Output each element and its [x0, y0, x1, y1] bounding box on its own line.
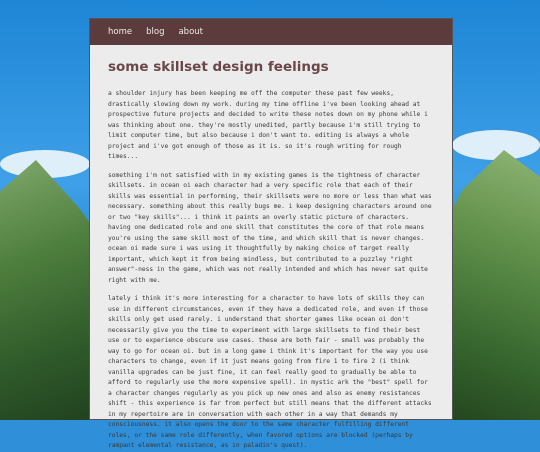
nav-about-link[interactable]: about: [178, 27, 203, 37]
top-nav: [90, 19, 452, 45]
nav-blog-link[interactable]: blog: [146, 27, 165, 37]
nav-home-link[interactable]: home: [108, 27, 133, 37]
post-title: some skillset design feelings: [108, 59, 329, 75]
post-paragraph: lately i think it's more interesting for a character to have lots of skills they can use in different circumstances, even if they have a dedicated role, and even if those skills only get used rarely. i understand that shorter games like ocean oi don't necessarily give you the time to experiment with large skillsets to find their best use or to experience obscure use cases. these are both fair - small was probably the way to go for ocean oi. but in a long game i think it's important for the way you use characters to change, even if it just means going from fire 1 to fire 2 (i think vanilla upgrades can be just fine, it can feel really good to gradually be able to afford to regularly use the more expensive spell). in mystic ark the "best" spell for a character changes regularly as you pick up new ones and also as enemy resistances shift - this experience is far from perfect but still means that the different attacks in my repertoire are in conversation with each other in a way that demands my consciousness. it also opens the door to the same character fulfilling different roles, or the same role differently, when favored options are blocked (perhaps by rampant elemental resistance, as in paladin's quest).: [108, 295, 432, 449]
post-content: [90, 45, 452, 452]
page-frame: [89, 18, 453, 449]
post-paragraph: something i'm not satisfied with in my existing games is the tightness of character skillsets. in ocean oi each character had a very specific role that each of their skills was essential in performing, their skillsets were no more or less than what was necessary. something about this really bugs me. i keep designing characters around one or two "key skills"... i think it paints an overly static picture of characters. having one dedicated role and one skill that constitutes the core of that role means you're using the same skill most of the time, and which skill that is never changes. ocean oi made sure i was using it thoughtfully by making choice of target really important, which kept it from being mindless, but contributed to a puzzley "right answer"-ness in the game, which was not really intended and which has never sat quite right with me.: [108, 171, 432, 284]
cloud-decoration: [452, 130, 540, 160]
post-paragraph: a shoulder injury has been keeping me off the computer these past few weeks, drastically slowing down my work. during my time offline i've been looking ahead at prospective future projects and decided to write these notes down on my phone while i was thinking about one. they're mostly unedited, partly because i'm still trying to limit computer time, but also because i don't want to. editing is always a whole project and i've got enough of those as it is. so it's rough writing for rough times...: [108, 90, 428, 160]
